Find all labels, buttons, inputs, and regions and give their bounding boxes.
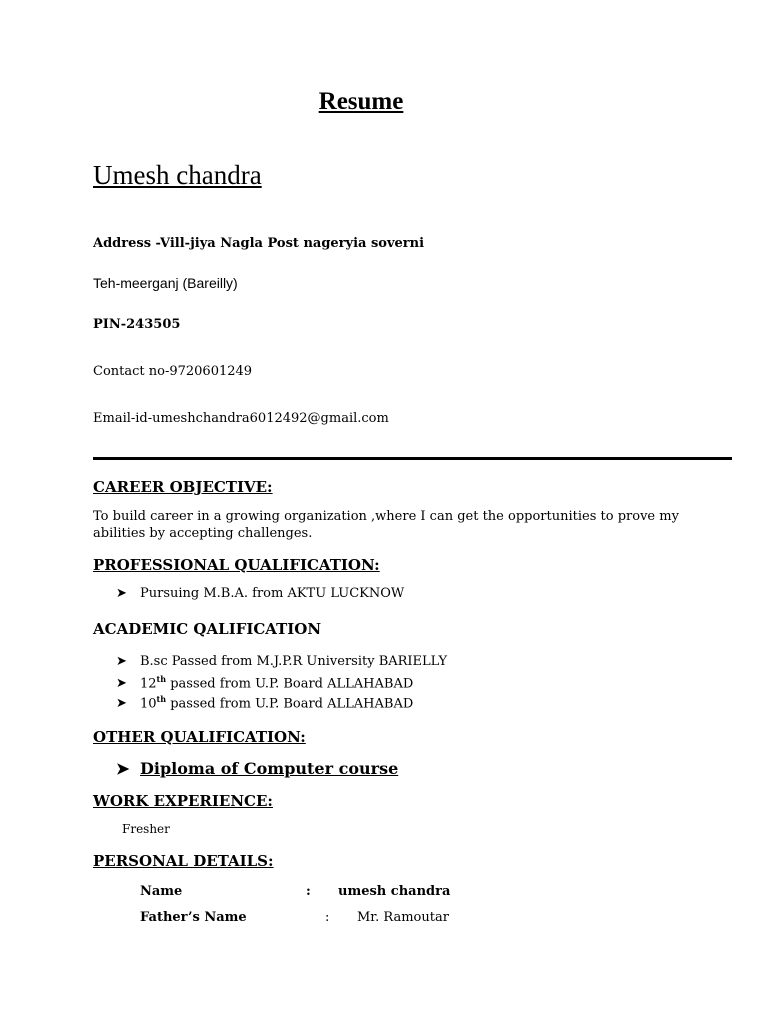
arrowhead-bullet-icon: ➤ <box>116 759 130 778</box>
divider-rule <box>93 457 732 460</box>
list-item-text: Pursuing M.B.A. from AKTU LUCKNOW <box>140 586 405 601</box>
arrowhead-bullet-icon: ➤ <box>116 654 127 669</box>
ordinal-suffix: th <box>156 694 167 704</box>
career-objective-heading: CAREER OBJECTIVE: <box>93 478 273 496</box>
list-item-text: 10 <box>140 696 157 712</box>
detail-label: Name <box>140 884 183 899</box>
work-experience-text: Fresher <box>122 822 170 836</box>
detail-separator: : <box>306 884 311 899</box>
pin-line: PIN-243505 <box>93 317 181 332</box>
list-item <box>116 674 413 691</box>
document-title: Resume <box>318 88 404 115</box>
candidate-name: Umesh chandra <box>93 160 262 190</box>
arrowhead-bullet-icon: ➤ <box>116 696 127 712</box>
ordinal-suffix: th <box>156 674 167 684</box>
email-line: Email-id-umeshchandra6012492@gmail.com <box>93 411 389 426</box>
detail-value: Mr. Ramoutar <box>357 910 449 925</box>
list-item <box>116 586 404 601</box>
arrowhead-bullet-icon: ➤ <box>116 676 127 692</box>
tehsil-line: Teh-meerganj (Bareilly) <box>93 275 238 291</box>
list-item <box>116 759 398 778</box>
other-qualification-heading: OTHER QUALIFICATION: <box>93 728 306 746</box>
list-item-text: 12 <box>140 676 157 692</box>
detail-label: Father’s Name <box>140 910 247 925</box>
address-line: Address -Vill-jiya Nagla Post nageryia soverni <box>93 236 425 251</box>
academic-qualification-heading: ACADEMIC QALIFICATION <box>93 620 322 638</box>
detail-separator: : <box>325 910 330 925</box>
list-item-text: B.sc Passed from M.J.P.R University BARIELLY <box>140 654 448 669</box>
list-item-text: passed from U.P. Board ALLAHABAD <box>166 676 414 692</box>
career-objective-text: To build career in a growing organization ,where I can get the opportunities to prove my abilities by accepting challenges. <box>93 509 679 541</box>
professional-qualification-heading: PROFESSIONAL QUALIFICATION: <box>93 556 380 574</box>
list-item-text: Diploma of Computer course <box>140 759 399 778</box>
contact-line: Contact no-9720601249 <box>93 364 253 379</box>
work-experience-heading: WORK EXPERIENCE: <box>93 792 273 810</box>
list-item-text: passed from U.P. Board ALLAHABAD <box>166 696 414 712</box>
list-item <box>116 694 413 711</box>
personal-details-heading: PERSONAL DETAILS: <box>93 852 274 870</box>
list-item <box>116 654 447 669</box>
arrowhead-bullet-icon: ➤ <box>116 586 127 601</box>
detail-value: umesh chandra <box>338 884 451 899</box>
